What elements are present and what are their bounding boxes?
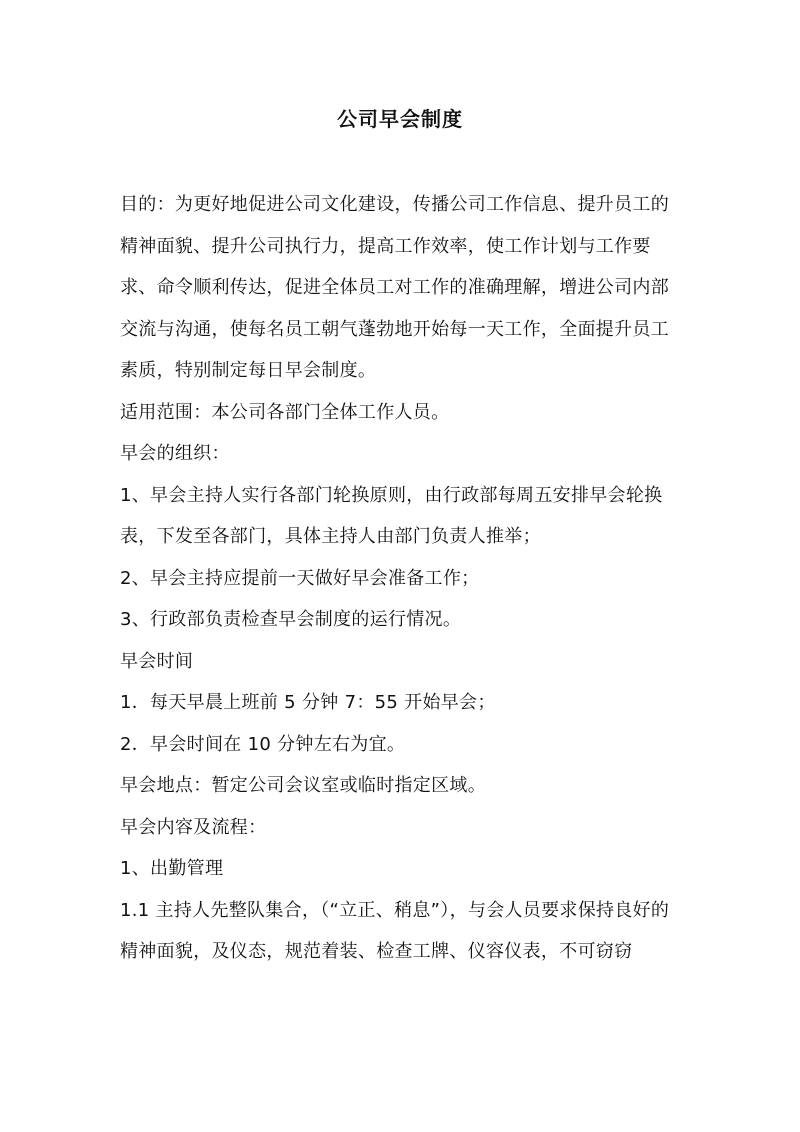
location-paragraph: 早会地点：暂定公司会议室或临时指定区域。 bbox=[120, 775, 486, 796]
scope-paragraph: 适用范围：本公司各部门全体工作人员。 bbox=[120, 401, 450, 423]
content-flow-heading: 早会内容及流程： bbox=[120, 816, 267, 838]
organization-item-2: 2、早会主持应提前一天做好早会准备工作； bbox=[120, 567, 480, 589]
organization-heading: 早会的组织： bbox=[120, 443, 230, 464]
time-item-1: 1．每天早晨上班前 5 分钟 7：55 开始早会； bbox=[120, 692, 496, 713]
attendance-heading: 1、出勤管理 bbox=[120, 858, 224, 879]
time-item-2: 2．早会时间在 10 分钟左右为宜。 bbox=[120, 733, 406, 755]
document-body bbox=[120, 184, 686, 973]
document-title: 公司早会制度 bbox=[337, 107, 463, 131]
organization-item-1: 1、早会主持人实行各部门轮换原则，由行政部每周五安排早会轮换表，下发至各部门，具体主持人由部门负责人推举； bbox=[120, 484, 663, 547]
organization-item-3: 3、行政部负责检查早会制度的运行情况。 bbox=[120, 609, 462, 630]
time-heading: 早会时间 bbox=[120, 650, 194, 672]
purpose-paragraph: 目的：为更好地促进公司文化建设，传播公司工作信息、提升员工的精神面貌、提升公司执行力，提高工作效率，使工作计划与工作要求、命令顺利传达，促进全体员工对工作的准确理解，增进公司内部交流与沟通，使每名员工朝气蓬勃地开始每一天工作，全面提升员工素质，特别制定每日早会制度。 bbox=[120, 194, 669, 381]
attendance-item-1-1: 1.1 主持人先整队集合，（“立正、稍息”），与会人员要求保持良好的精神面貌，及仪态，规范着装、检查工牌、仪容仪表，不可窃窃 bbox=[120, 899, 670, 962]
